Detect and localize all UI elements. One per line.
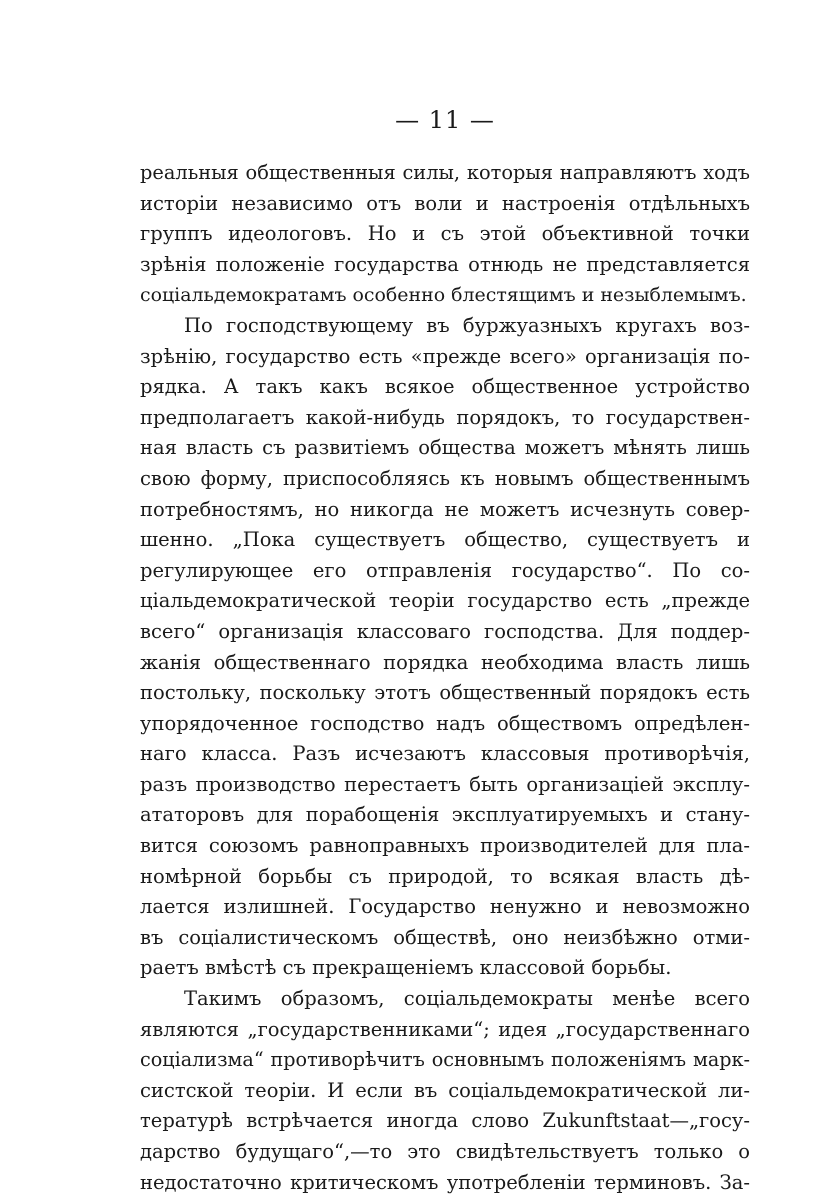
text-line: въ соціалистическомъ обществѣ, оно неизбѣжно отми- [140, 925, 750, 949]
paragraph-2 [140, 311, 750, 984]
text-line: соціальдемократамъ особенно блестящимъ и незыблемымъ. [140, 284, 747, 307]
text-line: зрѣнію, государство есть «прежде всего» организація по- [140, 344, 750, 368]
text-line: Такимъ образомъ, соціальдемократы менѣе всего [184, 987, 750, 1011]
text-line: предполагаетъ какой-нибудь порядокъ, то государствен- [140, 405, 750, 429]
text-line: свою форму, приспособляясь къ новымъ общественнымъ [140, 466, 750, 490]
text-line: постольку, поскольку этотъ общественный порядокъ есть [140, 681, 750, 705]
text-line: раетъ вмѣстѣ съ прекращеніемъ классовой борьбы. [140, 956, 672, 980]
paragraph-3 [140, 984, 750, 1198]
text-line: наго класса. Разъ исчезаютъ классовыя противорѣчія, [140, 742, 750, 766]
text-line: являются „государственниками“; идея „государственнаго [140, 1017, 750, 1041]
text-line: рядка. А такъ какъ всякое общественное устройство [140, 375, 750, 399]
text-line: жанія общественнаго порядка необходима власть лишь [140, 650, 750, 674]
text-line: всего“ организація классоваго господства. Для поддер- [140, 619, 750, 643]
text-line: группъ идеологовъ. Но и съ этой объективной точки [140, 222, 750, 246]
text-line: тературѣ встрѣчается иногда слово Zukunftstaat—„госу- [140, 1109, 750, 1133]
text-line: разъ производство перестаетъ быть организаціей эксплу- [140, 772, 750, 796]
text-line: дарство будущаго“,—то это свидѣтельствуетъ только о [140, 1140, 750, 1163]
text-line: По господствующему въ буржуазныхъ кругахъ воз- [184, 313, 750, 337]
text-line: реальныя общественныя силы, которыя направляютъ ходъ [140, 161, 750, 184]
text-line: ная власть съ развитіемъ общества можетъ мѣнять лишь [140, 436, 750, 460]
text-line: систской теоріи. И если въ соціальдемократической ли- [140, 1078, 750, 1102]
text-line: номѣрной борьбы съ природой, то всякая власть дѣ- [140, 864, 750, 888]
text-line: исторіи независимо отъ воли и настроенія отдѣльныхъ [140, 191, 750, 215]
text-line: ціальдемократической теоріи государство есть „прежде [140, 589, 750, 613]
text-line: вится союзомъ равноправныхъ производителей для пла- [140, 834, 750, 858]
text-line: лается излишней. Государство ненужно и невозможно [140, 895, 750, 919]
text-line: соціализма“ противорѣчитъ основнымъ положеніямъ марк- [140, 1048, 750, 1072]
text-line: зрѣнія положеніе государства отнюдь не представляется [140, 252, 750, 276]
text-line: ататоровъ для порабощенія эксплуатируемыхъ и стану- [140, 803, 750, 827]
page [140, 100, 750, 1198]
text-line: недостаточно критическомъ употребленіи терминовъ. За- [140, 1170, 750, 1194]
text-line: регулирующее его отправленія государство“. По со- [140, 558, 750, 582]
text-line: упорядоченное господство надъ обществомъ опредѣлен- [140, 711, 750, 735]
page-number: — 11 — [395, 106, 495, 134]
paragraph-1 [140, 158, 750, 311]
text-line: шенно. „Пока существуетъ общество, существуетъ и [140, 528, 750, 552]
text-line: потребностямъ, но никогда не можетъ исчезнуть совер- [140, 497, 750, 521]
